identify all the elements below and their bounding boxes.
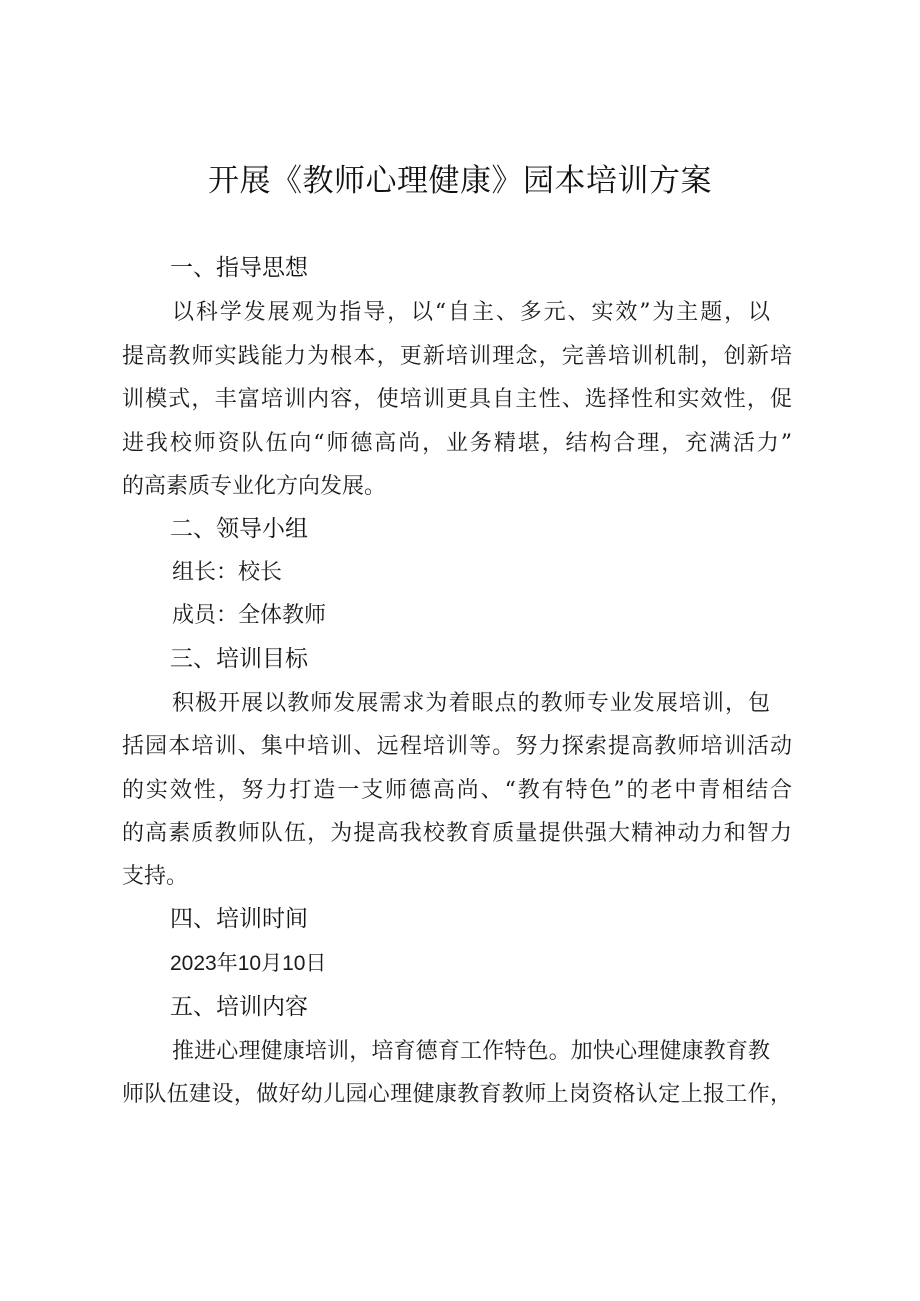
paragraph-line: 提高教师实践能力为根本，更新培训理念，完善培训机制，创新培 xyxy=(122,344,792,369)
paragraph-line: 的实效性，努力打造一支师德高尚、“教有特色”的老中青相结合 xyxy=(122,778,792,803)
paragraph-line: 的高素质教师队伍，为提高我校教育质量提供强大精神动力和智力 xyxy=(122,821,792,846)
paragraph-line: 以科学发展观为指导，以“自主、多元、实效”为主题，以 xyxy=(172,300,770,325)
section-heading-training-time: 四、培训时间 xyxy=(170,906,308,932)
document-title: 开展《教师心理健康》园本培训方案 xyxy=(208,163,712,199)
paragraph-line: 支持。 xyxy=(122,864,189,889)
paragraph-line: 括园本培训、集中培训、远程培训等。努力探索提高教师培训活动 xyxy=(122,734,792,759)
leader-line: 组长：校长 xyxy=(172,560,283,585)
training-date: 2023年10月10日 xyxy=(170,952,327,975)
section-heading-training-goals: 三、培训目标 xyxy=(170,646,308,672)
paragraph-line: 师队伍建设，做好幼儿园心理健康教育教师上岗资格认定上报工作， xyxy=(122,1082,792,1107)
section-heading-training-content: 五、培训内容 xyxy=(170,994,308,1020)
paragraph-line: 进我校师资队伍向“师德高尚，业务精堪，结构合理，充满活力” xyxy=(122,431,792,456)
paragraph-line: 推进心理健康培训，培育德育工作特色。加快心理健康教育教 xyxy=(172,1039,770,1064)
paragraph-line: 积极开展以教师发展需求为着眼点的教师专业发展培训，包 xyxy=(172,691,770,716)
paragraph-line: 训模式，丰富培训内容，使培训更具自主性、选择性和实效性，促 xyxy=(122,387,792,412)
section-heading-leadership-group: 二、领导小组 xyxy=(170,516,308,542)
members-line: 成员：全体教师 xyxy=(172,603,327,628)
paragraph-line: 的高素质专业化方向发展。 xyxy=(122,474,387,499)
section-heading-guiding-ideology: 一、指导思想 xyxy=(170,255,308,281)
